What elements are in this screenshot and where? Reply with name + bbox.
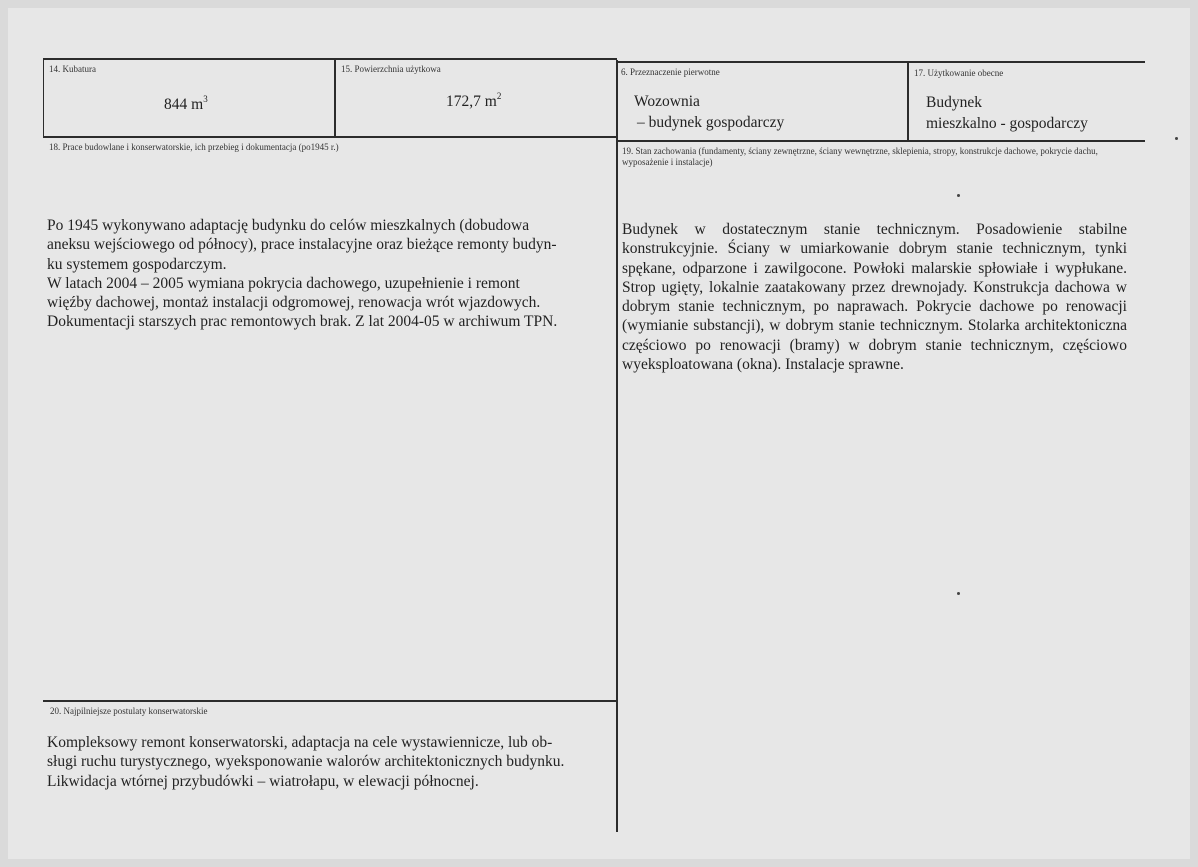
powierzchnia-value	[446, 92, 501, 111]
left-frame-edge	[43, 58, 44, 138]
uzytkowanie-label: 17. Użytkowanie obecne	[914, 68, 1004, 78]
postulaty-text: Kompleksowy remont konserwatorski, adaptacja na cele wystawiennicze, lub ob- sługi ruchu turystycznego, wyeksponowanie walorów architektonicznych budynku. Likwidacja wtórnej przybudówki – wiatrołapu, w elewacji północnej.	[47, 734, 565, 790]
scan-speck	[1175, 137, 1178, 140]
kubatura-exponent: 3	[203, 93, 208, 104]
uzytkowanie-line1: Budynek	[926, 94, 982, 111]
stan-label: 19. Stan zachowania (fundamenty, ściany zewnętrzne, ściany wewnętrzne, sklepienia, stropy, konstrukcje dachowe, pokrycie dachu, wyposażenie i instalacje)	[622, 146, 1098, 167]
kubatura-label: 14. Kubatura	[49, 64, 96, 74]
divider-uzytkowanie	[907, 61, 909, 141]
kubatura-value	[164, 95, 208, 114]
przeznaczenie-label: 6. Przeznaczenie pierwotne	[621, 67, 720, 77]
prace-label: 18. Prace budowlane i konserwatorskie, ich przebieg i dokumentacja (po1945 r.)	[49, 142, 339, 152]
divider-kubatura	[334, 58, 336, 138]
powierzchnia-exponent: 2	[496, 90, 502, 101]
przeznaczenie-line2: – budynek gospodarczy	[637, 114, 785, 131]
scan-speck	[957, 194, 960, 197]
prace-text: Po 1945 wykonywano adaptację budynku do celów mieszkalnych (dobudowa aneksu wejściowego od północy), prace instalacyjne oraz bieżące remonty budyn- ku systemem gospodarczym. W latach 2004 – 2005 wymiana pokrycia dachowego, uzupełnienie i remont więźby dachowej, montaż instalacji odgromowej, renowacja wrót wjazdowych. Dokumentacji starszych prac remontowych brak. Z lat 2004-05 w archiwum TPN.	[47, 217, 558, 331]
uzytkowanie-line2: mieszkalno - gospodarczy	[926, 115, 1088, 132]
stan-text: Budynek w dostatecznym stanie technicznym. Posadowienie stabilne konstrukcyjnie. Ściany w umiarkowanie dobrym stanie technicznym, tynki spękane, odparzone i zawilgocone. Powłoki malarskie spłowiałe i wypłukane. Strop ugięty, lokalnie zaatakowany przez drewnojady. Konstrukcja dachowa w dobrym stanie technicznym, po naprawach. Pokrycie dachowe po renowacji (wymianie substancji), w dobrym stanie technicznym. Stolarka architektoniczna częściowo po renowacji (bramy) w dobrym stanie technicznym, częściowo wyeksploatowana (okna). Instalacje sprawne.	[622, 221, 1127, 374]
postulaty-rule	[43, 700, 617, 702]
powierzchnia-label: 15. Powierzchnia użytkowa	[341, 64, 441, 74]
powierzchnia-number: 172,7 m	[446, 93, 497, 110]
mid-rule-right	[617, 140, 1145, 142]
kubatura-number: 844 m	[164, 96, 204, 113]
postulaty-label: 20. Najpilniejsze postulaty konserwatorskie	[50, 706, 208, 716]
scan-speck	[957, 592, 960, 595]
mid-rule-left	[43, 136, 617, 138]
top-rule-left	[43, 58, 617, 60]
center-divider	[616, 60, 618, 832]
przeznaczenie-line1: Wozownia	[634, 93, 700, 110]
top-rule-right	[617, 61, 1145, 63]
